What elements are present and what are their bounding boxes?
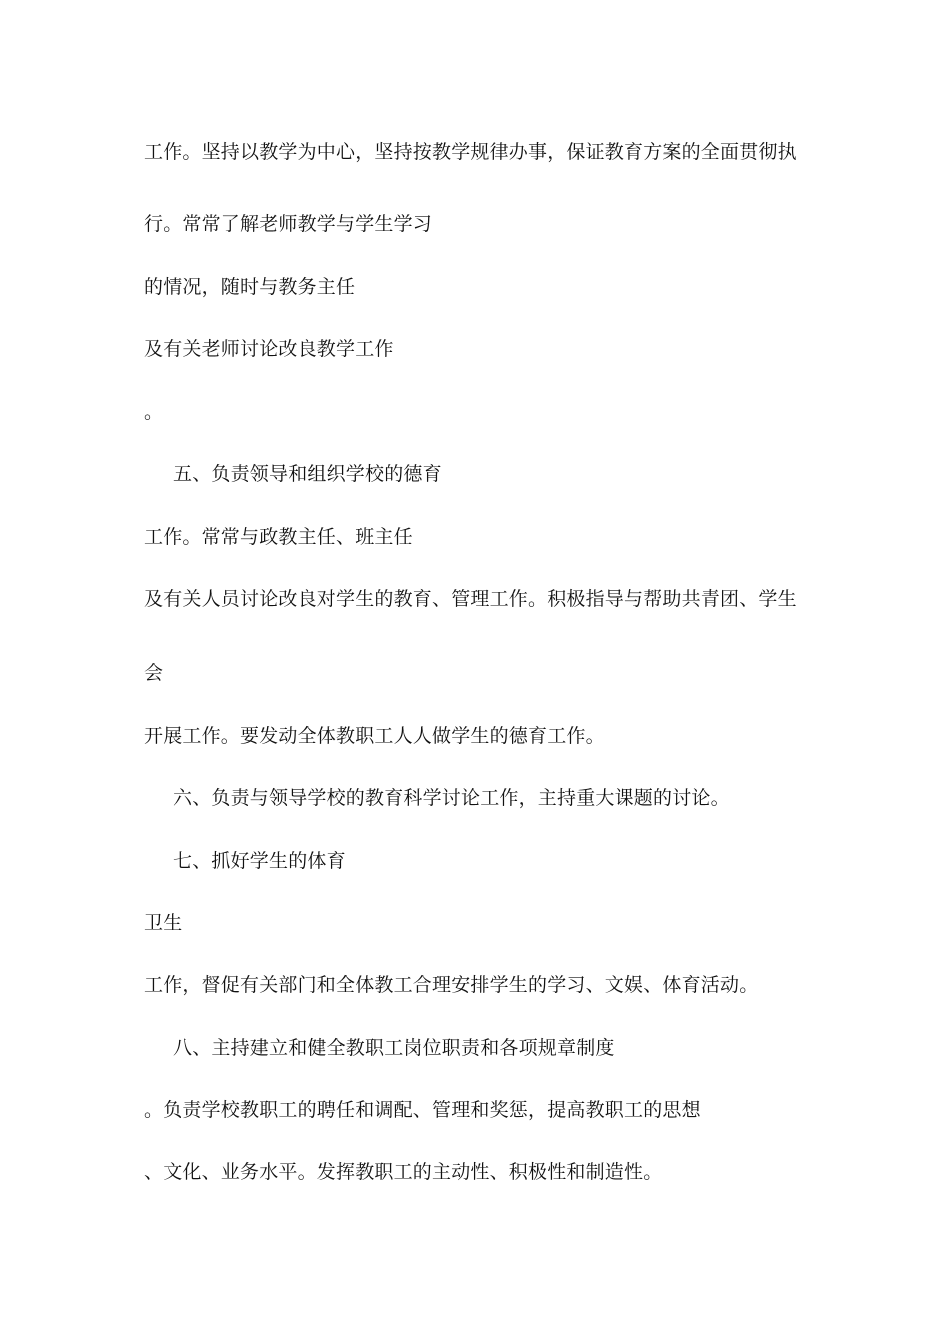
text-line: 。	[144, 401, 164, 423]
text-line: 及有关人员讨论改良对学生的教育、管理工作。积极指导与帮助共青团、学生	[144, 588, 797, 610]
text-line: 行。常常了解老师教学与学生学习	[144, 213, 433, 235]
section-heading-6: 六、负责与领导学校的教育科学讨论工作，主持重大课题的讨论。	[173, 787, 730, 809]
text-line: 的情况，随时与教务主任	[144, 276, 356, 298]
text-line: 会	[144, 662, 164, 684]
text-line: 工作。常常与政教主任、班主任	[144, 526, 413, 548]
section-heading-5: 五、负责领导和组织学校的德育	[173, 463, 442, 485]
text-line: 。负责学校教职工的聘任和调配、管理和奖惩，提高教职工的思想	[144, 1099, 701, 1121]
text-line: 开展工作。要发动全体教职工人人做学生的德育工作。	[144, 725, 605, 747]
text-line: 工作。坚持以教学为中心，坚持按教学规律办事，保证教育方案的全面贯彻执	[144, 141, 797, 163]
section-heading-8: 八、主持建立和健全教职工岗位职责和各项规章制度	[173, 1037, 615, 1059]
text-line: 卫生	[144, 912, 183, 934]
section-heading-7: 七、抓好学生的体育	[173, 850, 346, 872]
text-line: 工作，督促有关部门和全体教工合理安排学生的学习、文娱、体育活动。	[144, 974, 759, 996]
text-line: 、文化、业务水平。发挥教职工的主动性、积极性和制造性。	[144, 1161, 663, 1183]
text-line: 及有关老师讨论改良教学工作	[144, 338, 394, 360]
